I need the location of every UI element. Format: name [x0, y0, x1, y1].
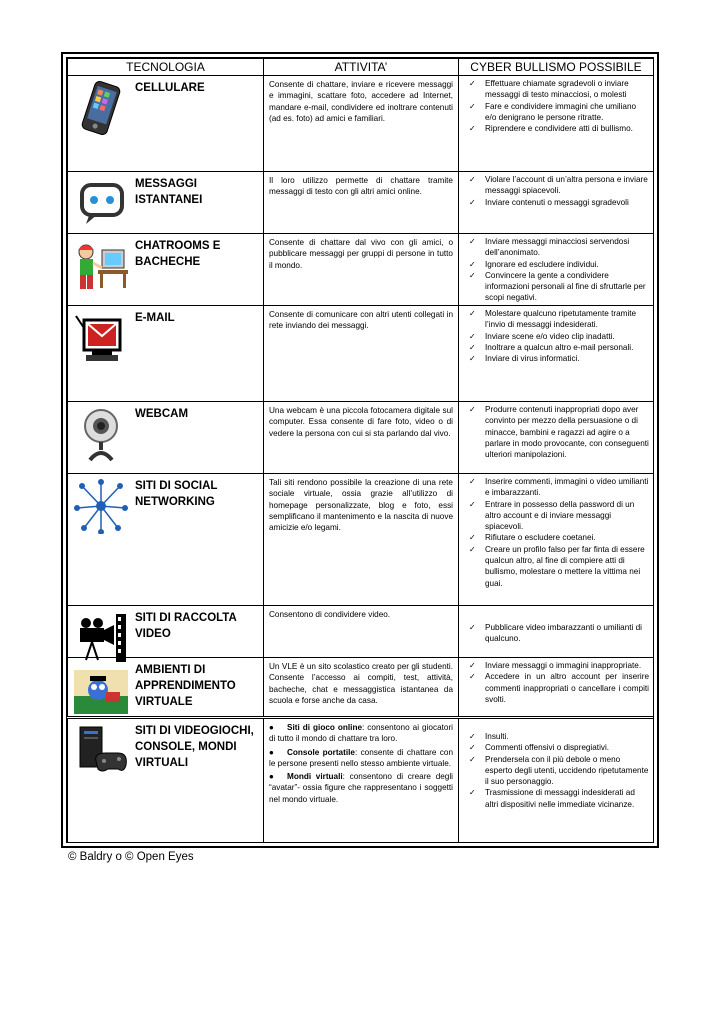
list-item: ✓ Convincere la gente a condividere informazioni personali al fine di sfruttarle per scopi negativi.: [469, 270, 646, 303]
list-item: ✓ Entrare in possesso della password di un altro account e di inviare messaggi spiacevoli.: [469, 499, 635, 532]
check-icon: ✓: [469, 754, 476, 764]
activity-cell: Consente di chattare dal vivo con gli amici, o pubblicare messaggi per gruppi di persone in tutto il mondo.: [264, 234, 459, 306]
tech-cell: [68, 172, 264, 234]
cyber-cell: [459, 172, 654, 234]
social-network-icon: [72, 478, 130, 534]
check-icon: ✓: [469, 661, 476, 670]
check-icon: ✓: [469, 101, 476, 111]
learning-character-icon: [72, 662, 130, 718]
table-row: [68, 606, 654, 658]
list-item: ✓ Inserire commenti, immagini o video umilianti e imbarazzanti.: [469, 477, 649, 498]
cyber-cell: [459, 658, 654, 718]
check-icon: ✓: [469, 342, 476, 352]
check-icon: ✓: [469, 623, 476, 632]
check-icon: ✓: [469, 259, 476, 269]
check-icon: ✓: [469, 405, 476, 414]
tech-cell: [68, 658, 264, 718]
header-row: [68, 59, 654, 76]
tech-name: MESSAGGI ISTANTANEI: [135, 178, 203, 206]
tech-name: SITI DI RACCOLTA VIDEO: [135, 612, 237, 640]
list-item: ● Mondi virtuali: consentono di creare degli “avatar”- ossia figure che rappresentano i soggetti nel mondo virtuale.: [269, 772, 453, 804]
game-console-icon: [72, 723, 130, 779]
list-item: ✓ Effettuare chiamate sgradevoli o inviare messaggi di testo minacciosi, o molesti: [469, 79, 629, 100]
activity-cell: Consente di comunicare con altri utenti collegati in rete inviando dei messaggi.: [264, 306, 459, 402]
list-item: ✓ Inoltrare a qualcun altro e-mail personali.: [469, 342, 634, 352]
check-icon: ✓: [469, 124, 476, 134]
activity-cell: Una webcam è una piccola fotocamera digitale sul computer. Essa consente di fare foto, video o di vedere la persona con cui si sta parlando dal vivo.: [264, 402, 459, 474]
list-item: ✓ Insulti.: [469, 732, 509, 741]
cyber-cell: [459, 306, 654, 402]
check-icon: ✓: [469, 544, 476, 554]
cyber-cell: [459, 234, 654, 306]
cyber-cell: [459, 76, 654, 172]
check-icon: ✓: [469, 270, 476, 280]
cyber-cell: [459, 606, 654, 658]
header-activity: ATTIVITA’: [264, 59, 459, 76]
check-icon: ✓: [469, 672, 476, 682]
table-row: [68, 234, 654, 306]
list-item: ✓ Inviare contenuti o messaggi sgradevoli: [469, 197, 629, 207]
check-icon: ✓: [469, 309, 476, 318]
list-item: ✓ Accedere in un altro account per inserire commenti inappropriati o cancellare i compiti svolti.: [469, 672, 649, 704]
list-item: ✓ Riprendere e condividere atti di bullismo.: [469, 124, 633, 134]
list-item: ✓ Violare l’account di un’altra persona e inviare messaggi spiacevoli.: [469, 175, 648, 196]
check-icon: ✓: [469, 533, 476, 543]
table-row: [68, 718, 654, 843]
activity-cell: Consente di chattare, inviare e ricevere messaggi e immagini, scattare foto, accedere ad Internet, mandare e-mail, condividere ed inoltrare contenuti (ad es. foto) ad amici e familiari.: [264, 76, 459, 172]
cyber-cell: [459, 474, 654, 606]
check-icon: ✓: [469, 499, 476, 509]
header-cyber: CYBER BULLISMO POSSIBILE: [459, 59, 654, 76]
tech-cell: [68, 234, 264, 306]
check-icon: ✓: [469, 79, 476, 88]
webcam-icon: [72, 406, 130, 462]
list-item: ✓ Commenti offensivi o dispregiativi.: [469, 743, 610, 753]
tech-name: CELLULARE: [135, 82, 205, 94]
check-icon: ✓: [469, 175, 476, 184]
list-item: ✓ Fare e condividere immagini che umiliano e/o denigrano le persone ritratte.: [469, 101, 637, 122]
check-icon: ✓: [469, 743, 476, 753]
list-item: ● Console portatile: consente di chattare con le persone presenti nello stesso ambiente virtuale.: [269, 747, 454, 768]
tech-name: WEBCAM: [135, 408, 189, 420]
table-row: [68, 76, 654, 172]
table-row: [68, 402, 654, 474]
header-tech: TECNOLOGIA: [68, 59, 264, 76]
list-item: ✓ Molestare qualcuno ripetutamente tramite l’invio di messaggi indesiderati.: [469, 309, 637, 330]
list-item: ✓ Ignorare ed escludere individui.: [469, 259, 599, 269]
chat-bubble-icon: [72, 176, 130, 232]
table-frame: [61, 52, 659, 848]
table-row: [68, 306, 654, 402]
table-inner-border: [66, 57, 654, 843]
list-item: ✓ Inviare messaggi o immagini inappropriate.: [469, 661, 642, 670]
check-icon: ✓: [469, 732, 476, 741]
email-computer-icon: [72, 310, 130, 366]
check-icon: ✓: [469, 237, 476, 246]
activity-cell: Il loro utilizzo permette di chattare tramite messaggi di testo con gli altri amici online.: [264, 172, 459, 234]
tech-cell: [68, 606, 264, 658]
list-item: ✓ Inviare di virus informatici.: [469, 354, 580, 364]
list-item: ✓ Creare un profilo falso per far finta di essere qualcun altro, al fine di compiere atti di bullismo, molestare o mettere la vittima nei guai.: [469, 544, 645, 588]
list-item: ✓ Inviare scene e/o video clip inadatti.: [469, 331, 615, 341]
table-row: [68, 474, 654, 606]
table-row: [68, 172, 654, 234]
check-icon: ✓: [469, 354, 476, 364]
check-icon: ✓: [469, 197, 476, 207]
mobile-phone-icon: [72, 80, 130, 136]
check-icon: ✓: [469, 788, 476, 798]
tech-name: E-MAIL: [135, 312, 175, 324]
copyright-credit: © Baldry o © Open Eyes: [68, 851, 194, 863]
check-icon: ✓: [469, 331, 476, 341]
cyber-cell: [459, 718, 654, 843]
tech-name: AMBIENTI DI APPRENDIMENTO VIRTUALE: [135, 664, 236, 708]
list-item: ✓ Pubblicare video imbarazzanti o umilianti di qualcuno.: [469, 623, 643, 644]
tech-cell: [68, 306, 264, 402]
tech-cell: [68, 402, 264, 474]
tech-name: SITI DI SOCIAL NETWORKING: [135, 480, 218, 508]
list-item: ✓ Produrre contenuti inappropriati dopo aver convinto per mezzo della persuasione o di minacce, bambini e ragazzi ad agire o a parlare in modo provocante, con conseguenti ulteriori manipolazioni.: [469, 405, 649, 460]
cyberbullying-table: [67, 58, 654, 843]
tech-cell: [68, 718, 264, 843]
tech-name: SITI DI VIDEOGIOCHI, CONSOLE, MONDI VIRTUALI: [135, 725, 254, 769]
activity-cell: [264, 718, 459, 843]
list-item: ✓ Rifiutare o escludere coetanei.: [469, 533, 596, 543]
activity-cell: Consentono di condividere video.: [264, 606, 459, 658]
check-icon: ✓: [469, 477, 476, 486]
activity-cell: Un VLE è un sito scolastico creato per gli studenti. Consente l’accesso ai compiti, test, attività, bacheche, chat e messaggistica istantanea da scuola e forse anche da casa.: [264, 658, 459, 718]
person-at-computer-icon: [72, 238, 130, 294]
table-row: [68, 658, 654, 718]
list-item: ● Siti di gioco online: consentono ai giocatori di tutto il mondo di chattare tra loro.: [269, 723, 453, 744]
list-item: ✓ Inviare messaggi minacciosi servendosi dell’anonimato.: [469, 237, 630, 258]
activity-cell: Tali siti rendono possibile la creazione di una rete sociale virtuale, ossia grazie all’utilizzo di homepage personalizzate, blog e foto, essi semplificano il mantenimento e la nascita di nuove amicizie e/o legami.: [264, 474, 459, 606]
list-item: ✓ Trasmissione di messaggi indesiderati ad altri dispositivi nelle immediate vicinanze.: [469, 788, 635, 809]
tech-cell: [68, 76, 264, 172]
tech-cell: [68, 474, 264, 606]
cyber-cell: [459, 402, 654, 474]
tech-name: CHATROOMS E BACHECHE: [135, 240, 221, 268]
list-item: ✓ Prendersela con il più debole o meno esperto degli utenti, uccidendo ripetutamente il suo personaggio.: [469, 754, 649, 787]
